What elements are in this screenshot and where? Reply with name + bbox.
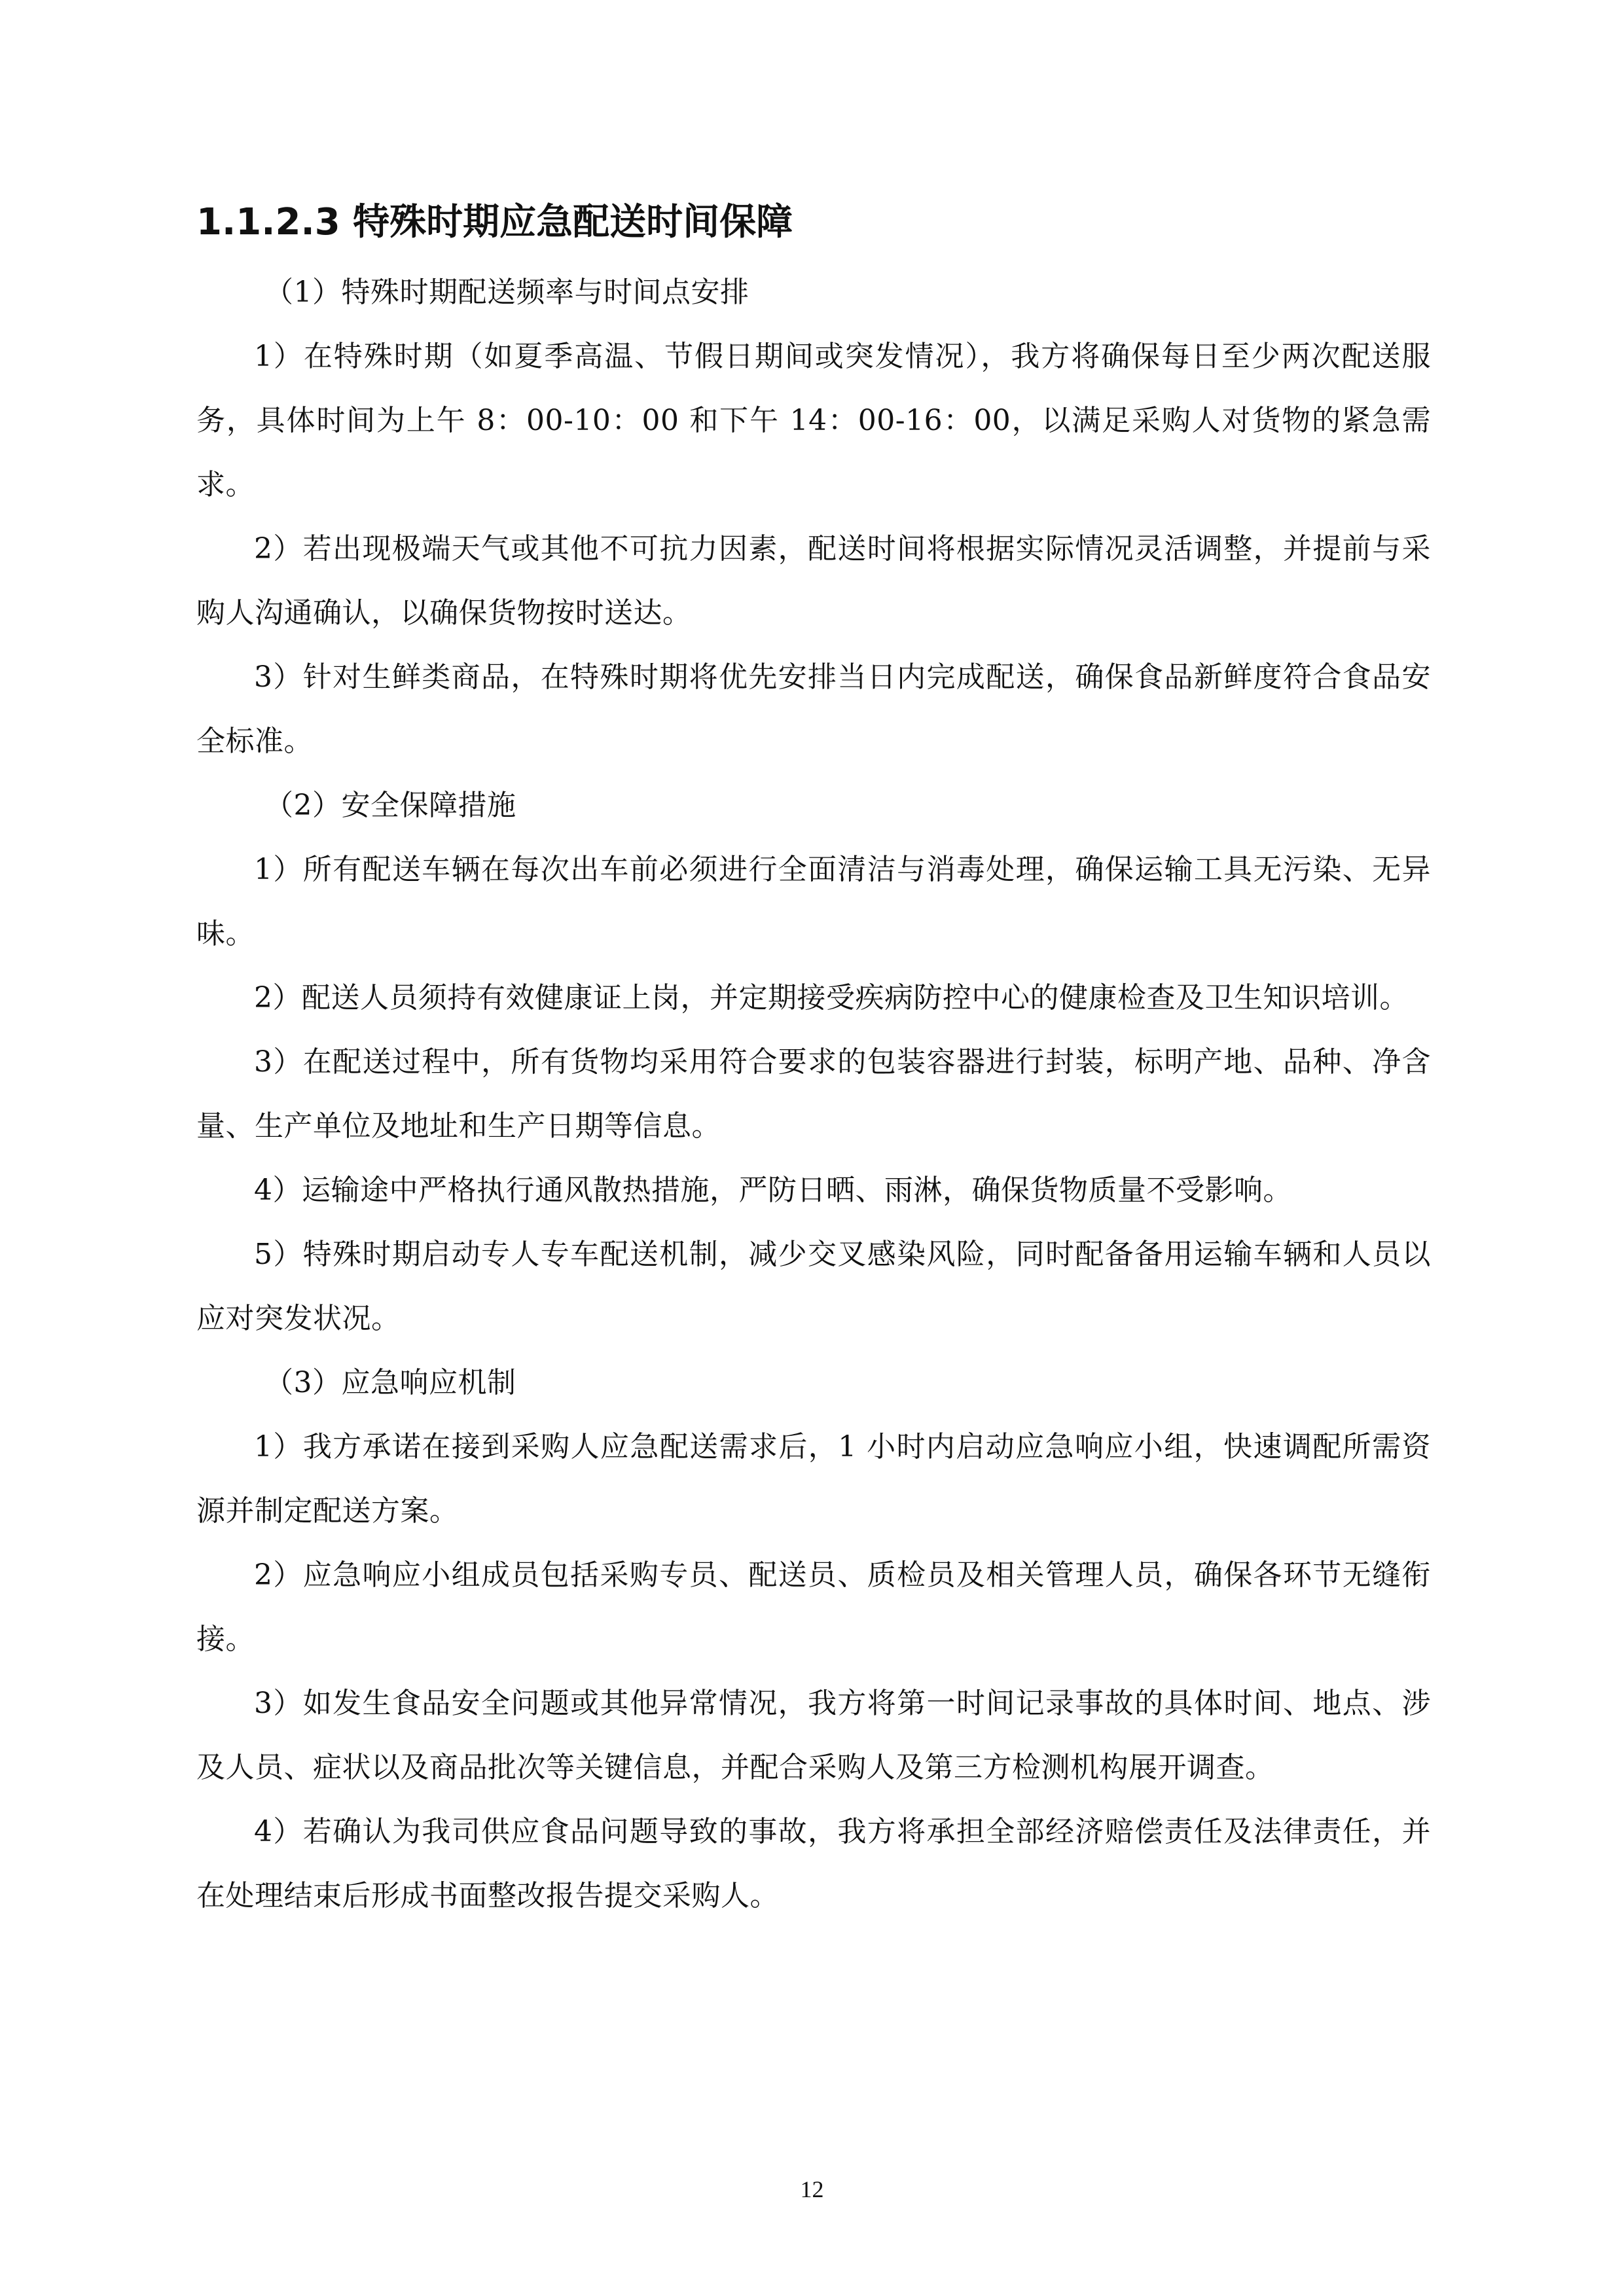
section-heading: 1.1.2.3 特殊时期应急配送时间保障 xyxy=(196,201,793,243)
list-item: 1）我方承诺在接到采购人应急配送需求后，1 小时内启动应急响应小组，快速调配所需资源并制定配送方案。 xyxy=(196,1430,1431,1528)
document-body xyxy=(196,196,1431,1928)
list-item: 1）所有配送车辆在每次出车前必须进行全面清洁与消毒处理，确保运输工具无污染、无异味。 xyxy=(196,853,1431,950)
subsection-title-frequency: （1）特殊时期配送频率与时间点安排 xyxy=(264,276,749,309)
list-item: 5）特殊时期启动专人专车配送机制，减少交叉感染风险，同时配备备用运输车辆和人员以应对突发状况。 xyxy=(196,1238,1431,1335)
list-item: 2）应急响应小组成员包括采购专员、配送员、质检员及相关管理人员，确保各环节无缝衔接。 xyxy=(196,1558,1431,1656)
subsection-title-emergency: （3）应急响应机制 xyxy=(264,1366,516,1399)
list-item: 1）在特殊时期（如夏季高温、节假日期间或突发情况），我方将确保每日至少两次配送服务，具体时间为上午 8：00-10：00 和下午 14：00-16：00，以满足采购人对货物的紧急需求。 xyxy=(196,340,1431,501)
list-item: 3）在配送过程中，所有货物均采用符合要求的包装容器进行封装，标明产地、品种、净含量、生产单位及地址和生产日期等信息。 xyxy=(196,1045,1431,1143)
subsection-title-safety: （2）安全保障措施 xyxy=(264,789,516,822)
list-item: 2）配送人员须持有效健康证上岗，并定期接受疾病防控中心的健康检查及卫生知识培训。 xyxy=(254,981,1409,1014)
list-item: 4）若确认为我司供应食品问题导致的事故，我方将承担全部经济赔偿责任及法律责任，并在处理结束后形成书面整改报告提交采购人。 xyxy=(196,1815,1431,1912)
list-item: 2）若出现极端天气或其他不可抗力因素，配送时间将根据实际情况灵活调整，并提前与采购人沟通确认，以确保货物按时送达。 xyxy=(196,532,1431,630)
list-item: 3）如发生食品安全问题或其他异常情况，我方将第一时间记录事故的具体时间、地点、涉及人员、症状以及商品批次等关键信息，并配合采购人及第三方检测机构展开调查。 xyxy=(196,1687,1431,1784)
list-item: 3）针对生鲜类商品，在特殊时期将优先安排当日内完成配送，确保食品新鲜度符合食品安全标准。 xyxy=(196,660,1431,758)
page-number: 12 xyxy=(800,2176,824,2202)
list-item: 4）运输途中严格执行通风散热措施，严防日晒、雨淋，确保货物质量不受影响。 xyxy=(254,1174,1292,1207)
